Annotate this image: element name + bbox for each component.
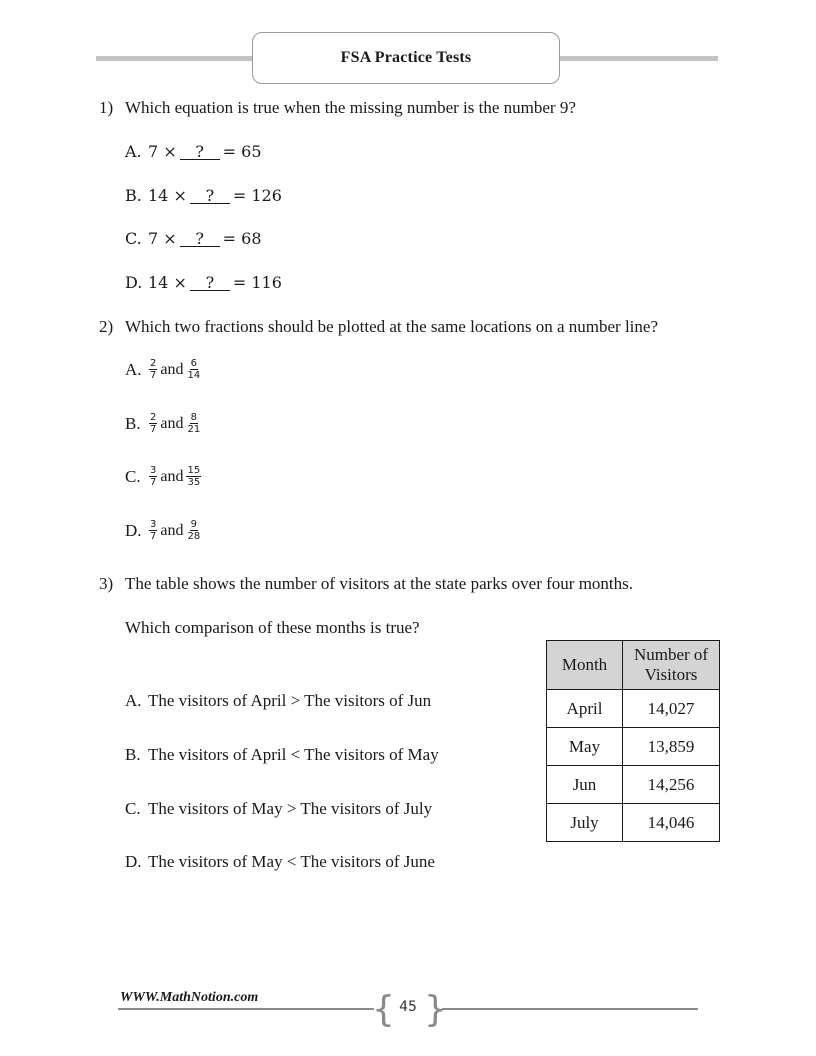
fraction — [149, 358, 157, 381]
table-cell-month: April — [547, 690, 623, 728]
table-cell-month: July — [547, 804, 623, 842]
denominator: 7 — [150, 424, 157, 435]
fraction — [149, 465, 157, 488]
page-number: 45 — [399, 999, 417, 1015]
and-word: and — [160, 360, 184, 378]
header-title-box — [252, 32, 560, 84]
q2-option-c[interactable] — [125, 465, 202, 488]
q1-option-b[interactable] — [125, 186, 282, 205]
table-cell-month: May — [547, 728, 623, 766]
numerator: 8 — [190, 412, 198, 423]
q3-option-a[interactable] — [125, 691, 431, 711]
answer-blank: ? — [190, 275, 230, 291]
option-letter: A. — [125, 359, 142, 379]
denominator: 7 — [150, 531, 157, 542]
numerator: 3 — [150, 465, 157, 476]
option-pre: 14 × — [148, 186, 187, 205]
option-pre: 14 × — [148, 273, 187, 292]
option-letter: B. — [125, 186, 142, 205]
fraction — [186, 519, 201, 542]
table-cell-visitors: 14,027 — [623, 690, 720, 728]
option-text: The visitors of May < The visitors of June — [148, 852, 435, 871]
numerator: 2 — [150, 412, 157, 423]
denominator: 14 — [187, 370, 201, 381]
numerator: 15 — [187, 465, 201, 476]
denominator: 35 — [187, 477, 201, 488]
footer-website: WWW.MathNotion.com — [120, 990, 259, 1005]
q1-option-a[interactable] — [125, 142, 262, 161]
q1-option-d[interactable] — [125, 273, 282, 292]
option-text: The visitors of April < The visitors of May — [148, 745, 439, 764]
question-1 — [99, 98, 576, 118]
option-letter: D. — [125, 520, 142, 540]
fraction — [186, 358, 201, 381]
option-letter: A. — [125, 691, 142, 710]
left-bracket-icon: { — [372, 989, 395, 1030]
q2-option-d[interactable] — [125, 519, 202, 542]
fraction — [149, 412, 157, 435]
table-cell-visitors: 14,046 — [623, 804, 720, 842]
question-number: 1) — [99, 98, 114, 117]
denominator: 28 — [187, 531, 201, 542]
question-3 — [99, 574, 633, 594]
and-word: and — [160, 521, 184, 539]
question-text: Which two fractions should be plotted at the same locations on a number line? — [125, 317, 658, 336]
numerator: 2 — [150, 358, 157, 369]
numerator: 9 — [190, 519, 198, 530]
option-post: = 68 — [222, 229, 262, 248]
numerator: 6 — [190, 358, 198, 369]
question-number: 2) — [99, 317, 114, 336]
question-text: The table shows the number of visitors at the state parks over four months. — [125, 574, 633, 593]
q1-option-c[interactable] — [125, 229, 262, 248]
table-row — [547, 690, 720, 728]
denominator: 21 — [187, 424, 201, 435]
option-letter: D. — [125, 852, 142, 871]
option-letter: D. — [125, 273, 143, 292]
column-header-visitors: Number of Visitors — [623, 641, 720, 690]
visitors-table — [546, 640, 720, 842]
fraction — [149, 519, 157, 542]
question-2 — [99, 317, 658, 337]
table-cell-visitors: 13,859 — [623, 728, 720, 766]
option-post: = 126 — [232, 186, 282, 205]
and-word: and — [160, 414, 184, 432]
q2-option-b[interactable] — [125, 412, 202, 435]
denominator: 7 — [150, 370, 157, 381]
option-pre: 7 × — [148, 142, 177, 161]
table-row — [547, 766, 720, 804]
table-cell-visitors: 14,256 — [623, 766, 720, 804]
option-letter: B. — [125, 745, 141, 764]
right-bracket-icon: } — [424, 989, 447, 1030]
table-row — [547, 728, 720, 766]
table-header-row — [547, 641, 720, 690]
answer-blank: ? — [180, 231, 220, 247]
table-row — [547, 804, 720, 842]
q3-option-b[interactable] — [125, 745, 439, 765]
and-word: and — [160, 467, 184, 485]
option-letter: C. — [125, 229, 142, 248]
option-letter: A. — [125, 142, 142, 161]
answer-blank: ? — [190, 188, 230, 204]
numerator: 3 — [150, 519, 157, 530]
option-text: The visitors of April > The visitors of Jun — [148, 691, 432, 710]
q3-option-d[interactable] — [125, 852, 435, 872]
question-number: 3) — [99, 574, 114, 593]
fraction — [186, 465, 201, 488]
answer-blank: ? — [180, 144, 220, 160]
column-header-month: Month — [547, 641, 623, 690]
fraction — [186, 412, 201, 435]
footer-rule-left — [118, 1008, 374, 1010]
question-text: Which equation is true when the missing number is the number 9? — [125, 98, 576, 117]
option-post: = 65 — [222, 142, 262, 161]
option-text: The visitors of May > The visitors of July — [148, 799, 433, 818]
footer-rule-right — [442, 1008, 698, 1010]
header-rule-right — [558, 56, 718, 61]
option-letter: B. — [125, 413, 141, 433]
table-cell-month: Jun — [547, 766, 623, 804]
option-letter: C. — [125, 466, 141, 486]
denominator: 7 — [150, 477, 157, 488]
page-title: FSA Practice Tests — [340, 49, 472, 66]
header-rule-left — [96, 56, 254, 61]
option-post: = 116 — [232, 273, 282, 292]
q2-option-a[interactable] — [125, 358, 202, 381]
option-letter: C. — [125, 799, 141, 818]
option-pre: 7 × — [148, 229, 177, 248]
q3-option-c[interactable] — [125, 799, 432, 819]
question-3-subtext: Which comparison of these months is true? — [125, 618, 420, 637]
